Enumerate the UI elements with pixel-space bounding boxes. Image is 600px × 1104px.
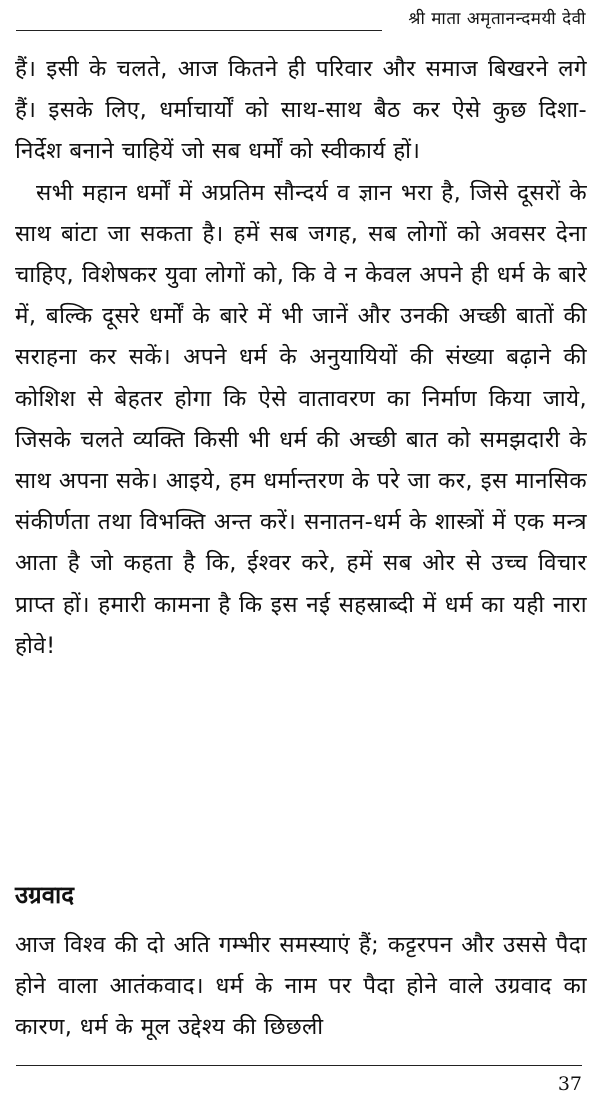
- page-number: 37: [557, 1073, 582, 1095]
- body-text: [15, 49, 587, 667]
- header-rule: [16, 30, 382, 31]
- section-text: आज विश्व की दो अति गम्भीर समस्याएं हैं; कट्टरपन और उससे पैदा होने वाला आतंकवाद। धर्म के नाम पर पैदा होने वाले उग्रवाद का कारण, धर्म के मूल उद्देश्य की छिछली: [15, 932, 587, 1041]
- paragraph-continuation: हैं। इसी के चलते, आज कितने ही परिवार और समाज बिखरने लगे हैं। इसके लिए, धर्माचार्यों को साथ-साथ बैठ कर ऐसे कुछ दिशा-निर्देश बनाने चाहियें जो सब धर्मों को स्वीकार्य हों।: [15, 56, 587, 165]
- running-title: श्री माता अमृतानन्दमयी देवी: [408, 9, 586, 29]
- section-heading: उग्रवाद: [15, 881, 74, 909]
- paragraph-religions: सभी महान धर्मों में अप्रतिम सौन्दर्य व ज्ञान भरा है, जिसे दूसरों के साथ बांटा जा सकता है। हमें सब जगह, सब लोगों को अवसर देना चाहिए, विशेषकर युवा लोगों को, कि वे न केवल अपने ही धर्म के बारे में, बल्कि दूसरे धर्मों के बारे में भी जानें और उनकी अच्छी बातों की सराहना कर सकें। अपने धर्म के अनुयायियों की संख्या बढ़ाने की कोशिश से बेहतर होगा कि ऐसे वातावरण का निर्माण किया जाये, जिसके चलते व्यक्ति किसी भी धर्म की अच्छी बात को समझदारी के साथ अपना सके। आइये, हम धर्मान्तरण के परे जा कर, इस मानसिक संकीर्णता तथा विभक्ति अन्त करें। सनातन-धर्म के शास्त्रों में एक मन्त्र आता है जो कहता है कि, ईश्वर करे, हमें सब ओर से उच्च विचार प्राप्त हों। हमारी कामना है कि इस नई सहस्राब्दी में धर्म का यही नारा होवे!: [15, 179, 587, 659]
- footer-rule: [16, 1065, 582, 1066]
